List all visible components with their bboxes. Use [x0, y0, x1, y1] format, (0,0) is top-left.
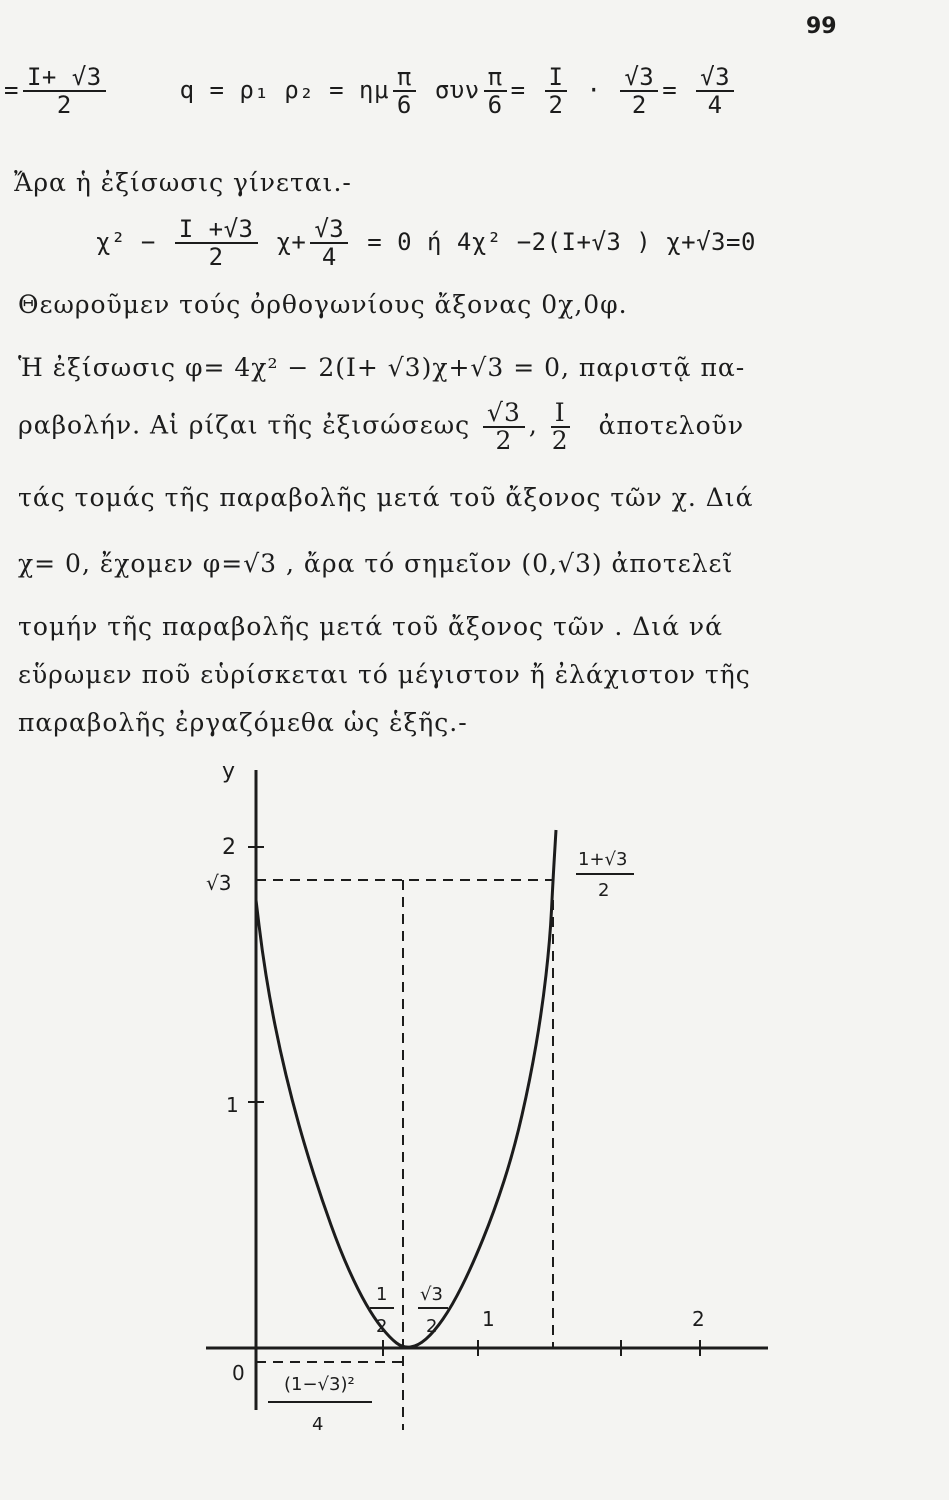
text-x0: χ= 0, ἔχομεν φ=√3 , ἄρα τό σημεῖον (0,√3) ἀποτελεῖ — [18, 549, 734, 578]
quadratic-rest: = 0 ή 4χ² −2(I+√3 ) χ+√3=0 — [367, 228, 756, 256]
x-label-half-num: 1 — [376, 1284, 388, 1305]
fraction-numerator: √3 — [620, 64, 658, 92]
fraction-numerator: I +√3 — [175, 216, 258, 244]
text-roots-line — [18, 400, 744, 454]
top-equation-line — [4, 64, 738, 118]
origin-label: 0 — [232, 1361, 245, 1385]
top-left-prefix: = — [4, 76, 19, 104]
roots-post: ἀποτελοῦν — [598, 410, 745, 440]
page-number: 99 — [806, 14, 837, 39]
fraction-root3-over-4 — [696, 64, 734, 118]
product-lhs: q = ρ₁ ρ₂ = ημ — [179, 76, 389, 104]
x-label-2: 2 — [692, 1307, 705, 1331]
text-tomin: τομήν τῆς παραβολῆς μετά τοῦ ἄξονος τῶν . Διά νά — [18, 612, 723, 641]
text-ara: Ἄρα ἡ ἐξίσωσις γίνεται.- — [14, 168, 352, 197]
fraction-pi-over-6 — [393, 64, 416, 118]
root-label-den: 2 — [598, 880, 610, 901]
fraction-b-coefficient — [175, 216, 258, 270]
fraction-numerator: √3 — [696, 64, 734, 92]
roots-comma: , — [528, 410, 538, 440]
fraction-denominator: 2 — [56, 91, 72, 119]
fraction-1-plus-root3-over-2 — [23, 64, 106, 118]
fraction-root-2 — [551, 400, 570, 454]
multiply-dot: · — [586, 76, 602, 104]
y-label-sqrt3: √3 — [206, 871, 232, 895]
fraction-root-1 — [483, 400, 525, 454]
parabola-graph — [0, 750, 949, 1500]
equals-sign: = — [510, 76, 526, 104]
min-label-den: 4 — [312, 1414, 324, 1435]
roots-pre: ραβολήν. Αἱ ρίζαι τῆς ἐξισώσεως — [18, 410, 471, 440]
fraction-numerator: √3 — [310, 216, 348, 244]
fraction-pi-over-6-second — [484, 64, 507, 118]
x-label-half-den: 2 — [376, 1316, 388, 1337]
fraction-denominator: 2 — [551, 426, 569, 455]
fraction-denominator: 6 — [487, 91, 503, 119]
fraction-denominator: 2 — [631, 91, 647, 119]
text-ergaz: παραβολῆς ἐργαζόμεθα ὡς ἑξῆς.- — [18, 708, 468, 737]
quadratic-x2: χ² − — [96, 228, 156, 256]
fraction-numerator: I — [551, 400, 570, 428]
y-label-2: 2 — [222, 835, 236, 860]
text-tomas: τάς τομάς τῆς παραβολῆς μετά τοῦ ἄξονος τῶν χ. Διά — [18, 483, 754, 512]
fraction-numerator: π — [393, 64, 416, 92]
x-label-r3-num: √3 — [420, 1284, 443, 1305]
fraction-numerator: π — [484, 64, 507, 92]
fraction-denominator: 6 — [396, 91, 412, 119]
cos-label: συν — [434, 76, 480, 104]
fraction-c-coefficient — [310, 216, 348, 270]
min-label-num: (1−√3)² — [284, 1374, 355, 1395]
quadratic-equation-line — [96, 216, 756, 270]
text-axes: Θεωροῦμεν τούς ὀρθογωνίους ἄξονας 0χ,0φ. — [18, 290, 628, 319]
parabola-curve — [256, 830, 556, 1347]
fraction-numerator: I+ √3 — [23, 64, 106, 92]
fraction-numerator: √3 — [483, 400, 525, 428]
fraction-denominator: 2 — [548, 91, 564, 119]
fraction-denominator: 4 — [707, 91, 723, 119]
fraction-root3-over-2 — [620, 64, 658, 118]
text-equation-line: Ἡ ἐξίσωσις φ= 4χ² − 2(I+ √3)χ+√3 = 0, παριστᾷ πα- — [18, 353, 746, 382]
text-eyromen: εὕρωμεν ποῦ εὑρίσκεται τό μέγιστον ἤ ἐλάχιστον τῆς — [18, 660, 751, 689]
root-label-num: 1+√3 — [578, 849, 628, 870]
y-axis-label: y — [222, 759, 236, 784]
y-label-1: 1 — [226, 1093, 239, 1117]
fraction-1-over-2 — [545, 64, 568, 118]
fraction-denominator: 4 — [321, 243, 337, 271]
x-label-r3-den: 2 — [426, 1316, 438, 1337]
equals-sign-2: = — [662, 76, 678, 104]
fraction-denominator: 2 — [495, 426, 513, 455]
fraction-numerator: I — [545, 64, 568, 92]
fraction-denominator: 2 — [208, 243, 224, 271]
x-label-1: 1 — [482, 1307, 495, 1331]
quadratic-xplus: χ+ — [276, 228, 307, 256]
